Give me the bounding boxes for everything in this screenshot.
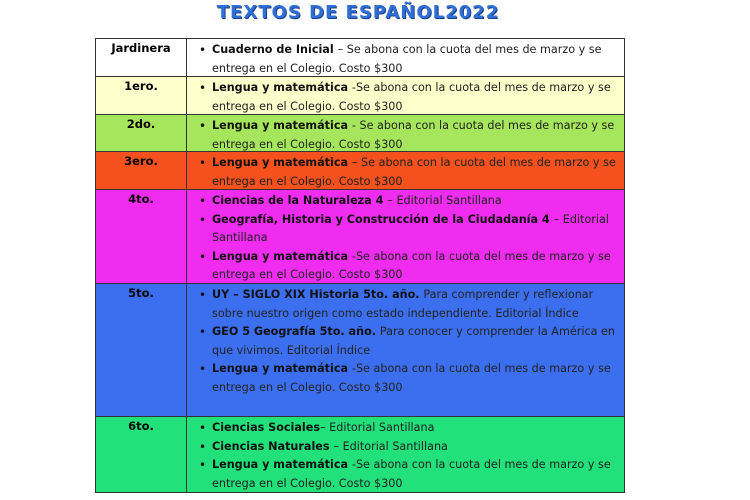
book-list-cell — [187, 152, 624, 189]
list-item — [199, 192, 624, 211]
book-detail: Para conocer y comprender la América en que vivimos. Editorial Índice — [212, 325, 615, 357]
book-title: Geografía, Historia y Construcción de la Ciudadanía 4 — [212, 212, 554, 226]
book-title: Ciencias de la Naturaleza 4 — [212, 194, 388, 207]
grade-label: 5to. — [96, 284, 187, 416]
list-item — [199, 438, 624, 457]
textbook-table — [95, 38, 625, 493]
book-detail: - Se abona con la cuota del mes de marzo y se entrega en el Colegio. Costo $300 — [212, 119, 615, 151]
table-row — [95, 417, 625, 493]
book-detail: – Editorial Santillana — [387, 194, 502, 207]
grade-label: 4to. — [96, 190, 187, 283]
list-item — [199, 248, 624, 285]
book-title: Lengua y matemática — [212, 458, 352, 472]
list-item — [199, 41, 624, 78]
book-list-cell — [187, 77, 624, 114]
grade-label: 3ero. — [96, 152, 187, 189]
book-title: Lengua y matemática — [212, 156, 352, 169]
book-detail: -Se abona con la cuota del mes de marzo y se entrega en el Colegio. Costo $300 — [212, 458, 611, 490]
book-title: Ciencias Naturales — [212, 439, 334, 453]
list-item — [199, 117, 624, 154]
book-title: UY – SIGLO XIX Historia 5to. año. — [212, 288, 424, 301]
book-detail: – Se abona con la cuota del mes de marzo y se entrega en el Colegio. Costo $300 — [212, 156, 616, 188]
table-row — [95, 190, 625, 284]
book-list — [199, 419, 624, 493]
book-title: Lengua y matemática — [212, 362, 352, 376]
list-item — [199, 456, 624, 493]
table-row — [95, 38, 625, 77]
book-list-cell — [187, 115, 624, 151]
page-title: TEXTOS DE ESPAÑOL2022 — [216, 2, 500, 23]
grade-label: 6to. — [96, 417, 187, 492]
table-row — [95, 284, 625, 417]
book-title: Cuaderno de Inicial — [212, 43, 338, 56]
list-item — [199, 419, 624, 438]
book-detail: – Editorial Santillana — [333, 439, 448, 453]
book-list — [199, 79, 624, 116]
list-item — [199, 286, 624, 323]
table-row — [95, 152, 625, 190]
book-list — [199, 154, 624, 191]
book-detail: Para comprender y reflexionar sobre nuestro origen como estado independiente. Editorial Índice — [212, 288, 594, 320]
book-list-cell — [187, 39, 624, 76]
book-detail: -Se abona con la cuota del mes de marzo y se entrega en el Colegio. Costo $300 — [212, 362, 611, 394]
table-row — [95, 77, 625, 115]
list-item — [199, 323, 624, 360]
grade-label: 2do. — [96, 115, 187, 151]
book-list-cell — [187, 417, 624, 492]
list-item — [199, 79, 624, 116]
grade-label: Jardinera — [96, 39, 187, 76]
book-title: Lengua y matemática — [212, 119, 352, 132]
table-row — [95, 115, 625, 152]
book-list-cell — [187, 284, 624, 416]
book-list-cell — [187, 190, 624, 283]
book-detail: – Se abona con la cuota del mes de marzo y se entrega en el Colegio. Costo $300 — [212, 43, 602, 75]
book-detail: -Se abona con la cuota del mes de marzo y se entrega en el Colegio. Costo $300 — [212, 81, 611, 113]
book-list — [199, 117, 624, 154]
book-list — [199, 286, 624, 398]
book-detail: -Se abona con la cuota del mes de marzo y se entrega en el Colegio. Costo $300 — [212, 249, 611, 282]
grade-label: 1ero. — [96, 77, 187, 114]
book-title: GEO 5 Geografía 5to. año. — [212, 325, 380, 339]
book-detail: – Editorial Santillana — [212, 212, 609, 245]
book-detail: – Editorial Santillana — [320, 421, 435, 434]
book-title: Lengua y matemática — [212, 81, 352, 94]
book-list — [199, 41, 624, 78]
list-item — [199, 211, 624, 248]
list-item — [199, 360, 624, 397]
book-title: Lengua y matemática — [212, 249, 352, 263]
book-title: Ciencias Sociales — [212, 421, 321, 434]
list-item — [199, 154, 624, 191]
book-list — [199, 192, 624, 285]
